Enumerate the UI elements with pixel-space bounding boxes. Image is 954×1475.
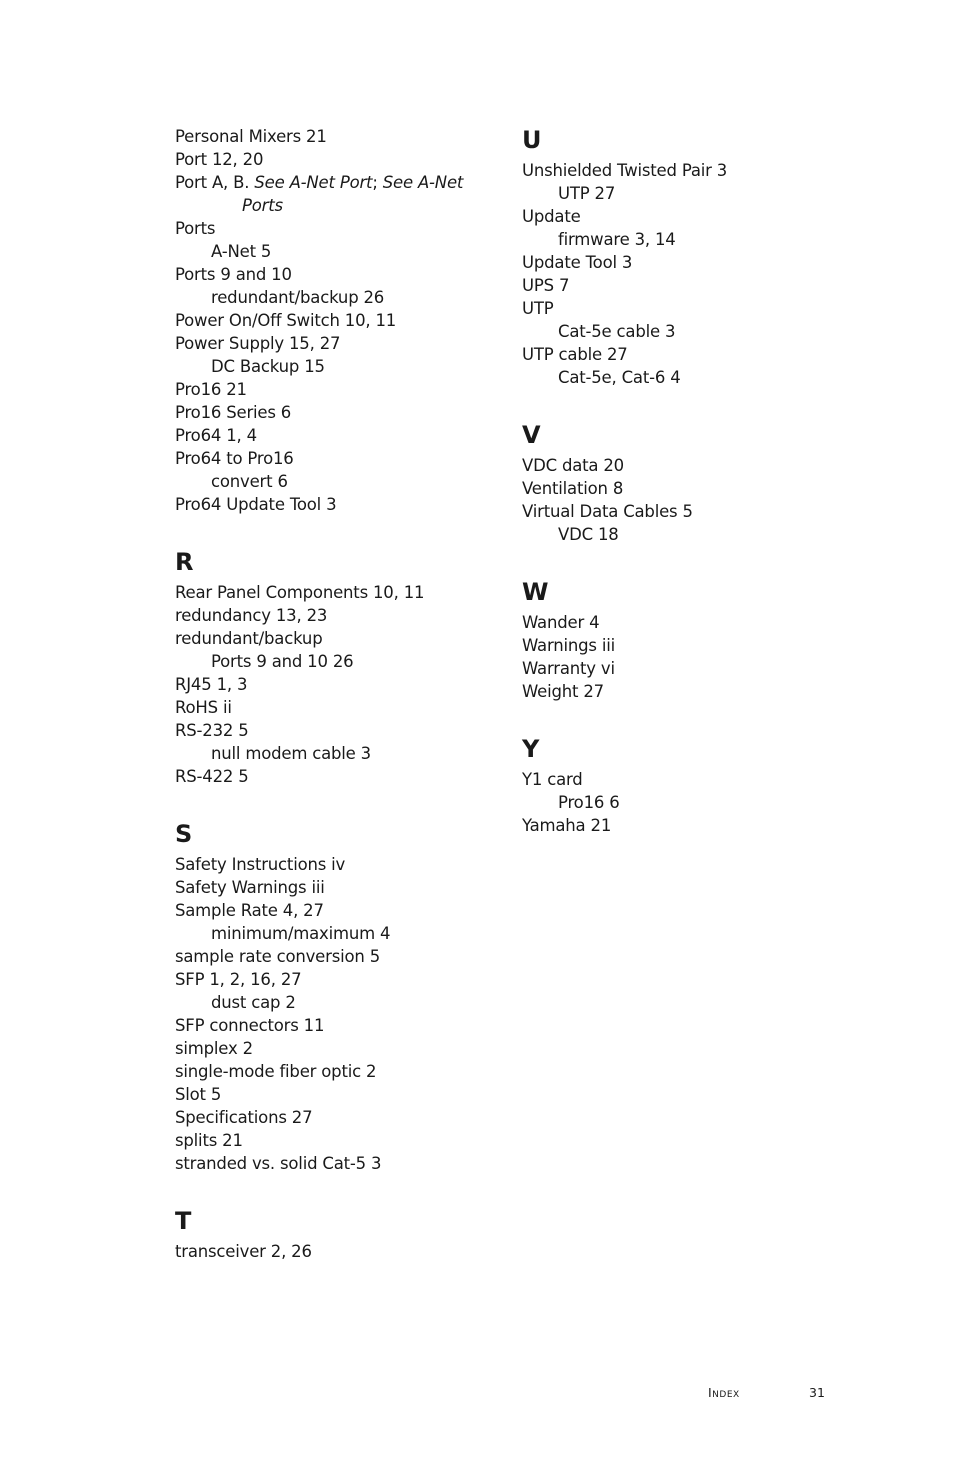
see-reference: Ports xyxy=(242,196,283,215)
index-entry: redundant/backup xyxy=(175,629,323,648)
index-entry: UTP cable 27 xyxy=(522,345,628,364)
index-entry: Ports xyxy=(175,219,216,238)
index-column-right xyxy=(522,125,852,837)
index-entry: Safety Instructions iv xyxy=(175,855,346,874)
index-entry: Slot 5 xyxy=(175,1085,222,1104)
see-reference: See A-Net xyxy=(382,173,464,192)
index-entry: Warnings iii xyxy=(522,636,616,655)
index-letter-heading: S xyxy=(175,820,193,848)
index-entry: UPS 7 xyxy=(522,276,570,295)
index-entry: Pro16 21 xyxy=(175,380,247,399)
index-subentry: Cat-5e cable 3 xyxy=(558,322,676,341)
index-entry: Pro16 Series 6 xyxy=(175,403,292,422)
index-entry: Personal Mixers 21 xyxy=(175,127,327,146)
index-entry: Y1 card xyxy=(522,770,583,789)
index-entry: Pro64 to Pro16 xyxy=(175,449,294,468)
index-letter-heading: W xyxy=(522,578,549,606)
index-entry: RS-232 5 xyxy=(175,721,249,740)
index-entry: Rear Panel Components 10, 11 xyxy=(175,583,425,602)
index-entry: Pro64 Update Tool 3 xyxy=(175,495,337,514)
index-entry: SFP 1, 2, 16, 27 xyxy=(175,970,302,989)
index-entry: simplex 2 xyxy=(175,1039,253,1058)
index-entry: Virtual Data Cables 5 xyxy=(522,502,693,521)
index-entry: Specifications 27 xyxy=(175,1108,313,1127)
index-entry: stranded vs. solid Cat-5 3 xyxy=(175,1154,382,1173)
index-entry: Sample Rate 4, 27 xyxy=(175,901,324,920)
index-subentry: Pro16 6 xyxy=(558,793,620,812)
index-subentry: redundant/backup 26 xyxy=(211,288,385,307)
index-entry: UTP xyxy=(522,299,554,318)
index-letter-heading: T xyxy=(175,1207,192,1235)
index-letter-heading: R xyxy=(175,548,194,576)
index-entry: redundancy 13, 23 xyxy=(175,606,328,625)
index-entry: Yamaha 21 xyxy=(522,816,612,835)
index-entry: Ventilation 8 xyxy=(522,479,624,498)
entry-text: Port A, B. xyxy=(175,173,255,192)
index-column-left xyxy=(175,125,505,1263)
footer-page-number: 31 xyxy=(809,1385,825,1400)
index-entry: Safety Warnings iii xyxy=(175,878,325,897)
index-subentry: DC Backup 15 xyxy=(211,357,325,376)
index-entry: RS-422 5 xyxy=(175,767,249,786)
index-entry: splits 21 xyxy=(175,1131,243,1150)
index-entry-continuation xyxy=(175,194,505,217)
index-entry: Power Supply 15, 27 xyxy=(175,334,341,353)
index-entry: Power On/Off Switch 10, 11 xyxy=(175,311,397,330)
index-entry: Update xyxy=(522,207,581,226)
index-entry: transceiver 2, 26 xyxy=(175,1242,312,1261)
index-entry: Weight 27 xyxy=(522,682,604,701)
index-subentry: Cat-5e, Cat-6 4 xyxy=(558,368,681,387)
footer-section-title: Index xyxy=(708,1385,740,1400)
index-entry: sample rate conversion 5 xyxy=(175,947,380,966)
index-entry: single-mode fiber optic 2 xyxy=(175,1062,377,1081)
index-letter-heading: V xyxy=(522,421,541,449)
index-entry: RJ45 1, 3 xyxy=(175,675,248,694)
index-subentry: VDC 18 xyxy=(558,525,619,544)
index-subentry: minimum/maximum 4 xyxy=(211,924,391,943)
index-entry: Unshielded Twisted Pair 3 xyxy=(522,161,728,180)
index-entry: VDC data 20 xyxy=(522,456,624,475)
separator: ; xyxy=(372,173,383,192)
index-entry: RoHS ii xyxy=(175,698,232,717)
index-letter-heading: Y xyxy=(522,735,540,763)
index-entry: Port 12, 20 xyxy=(175,150,264,169)
index-subentry: firmware 3, 14 xyxy=(558,230,676,249)
index-subentry: null modem cable 3 xyxy=(211,744,371,763)
index-entry: Pro64 1, 4 xyxy=(175,426,257,445)
index-subentry: Ports 9 and 10 26 xyxy=(211,652,354,671)
index-entry: Warranty vi xyxy=(522,659,615,678)
index-subentry: A-Net 5 xyxy=(211,242,272,261)
index-entry: Update Tool 3 xyxy=(522,253,633,272)
index-entry: Wander 4 xyxy=(522,613,600,632)
index-entry: SFP connectors 11 xyxy=(175,1016,325,1035)
see-reference: See A-Net Port xyxy=(254,173,373,192)
index-subentry: dust cap 2 xyxy=(211,993,296,1012)
index-letter-heading: U xyxy=(522,126,542,154)
index-subentry: UTP 27 xyxy=(558,184,616,203)
index-entry xyxy=(175,171,505,194)
index-subentry: convert 6 xyxy=(211,472,288,491)
index-entry: Ports 9 and 10 xyxy=(175,265,292,284)
